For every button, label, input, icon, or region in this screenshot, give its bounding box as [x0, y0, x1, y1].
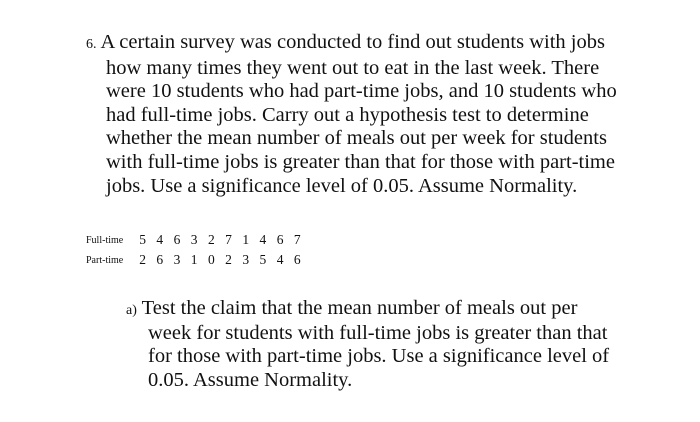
- table-cell: 3: [190, 232, 198, 247]
- table-cell: 7: [293, 232, 301, 247]
- row-label: Full-time: [86, 234, 124, 246]
- table-cell: 2: [139, 252, 146, 267]
- table-row-full-time: [86, 230, 306, 250]
- table-cell: 4: [276, 252, 284, 267]
- question-text-line: had full-time jobs. Carry out a hypothesis test to determine: [106, 103, 589, 126]
- table-cell: 5: [139, 232, 146, 247]
- part-a: [126, 297, 666, 392]
- table-cell: 4: [259, 232, 267, 247]
- table-cell: 5: [259, 252, 267, 267]
- part-a-text-line: 0.05. Assume Normality.: [148, 368, 353, 391]
- table-row-part-time: [86, 250, 306, 270]
- table-cell: 1: [242, 232, 250, 247]
- table-cell: 1: [190, 252, 198, 267]
- table-cell: 6: [293, 252, 301, 267]
- table-cell: 6: [173, 232, 181, 247]
- question-text-line: with full-time jobs is greater than that for those with part-time: [106, 150, 615, 173]
- table-cell: 4: [156, 232, 164, 247]
- part-a-text-line: for those with part-time jobs. Use a significance level of: [148, 345, 610, 368]
- table-cell: 2: [207, 232, 215, 247]
- question-text-line: how many times they went out to eat in the last week. There: [106, 56, 600, 79]
- table-cell: 0: [207, 252, 215, 267]
- table-cell: 3: [242, 252, 250, 267]
- question-text-line: jobs. Use a significance level of 0.05. Assume Normality.: [106, 174, 578, 197]
- question-number: 6.: [86, 37, 97, 52]
- question-text-line: whether the mean number of meals out per week for students: [106, 127, 607, 150]
- table-cell: 3: [173, 252, 181, 267]
- question-text-line: were 10 students who had part-time jobs, and 10 students who: [106, 80, 617, 103]
- table-cell: 6: [156, 252, 164, 267]
- part-a-label: a): [126, 303, 137, 318]
- question-text-line: A certain survey was conducted to find out students with jobs: [100, 31, 605, 53]
- part-a-text-line: week for students with full-time jobs is greater than that: [148, 322, 608, 345]
- part-a-text-line: Test the claim that the mean number of meals out per: [141, 297, 578, 319]
- table-cell: 7: [225, 232, 232, 247]
- part-a-line-1: [126, 297, 666, 322]
- table-cell: 2: [225, 252, 232, 267]
- row-label: Part-time: [86, 254, 124, 266]
- table-cell: 6: [276, 232, 284, 247]
- meals-data-table: [86, 230, 306, 270]
- question-6: [86, 31, 656, 198]
- question-line-1: [86, 31, 656, 57]
